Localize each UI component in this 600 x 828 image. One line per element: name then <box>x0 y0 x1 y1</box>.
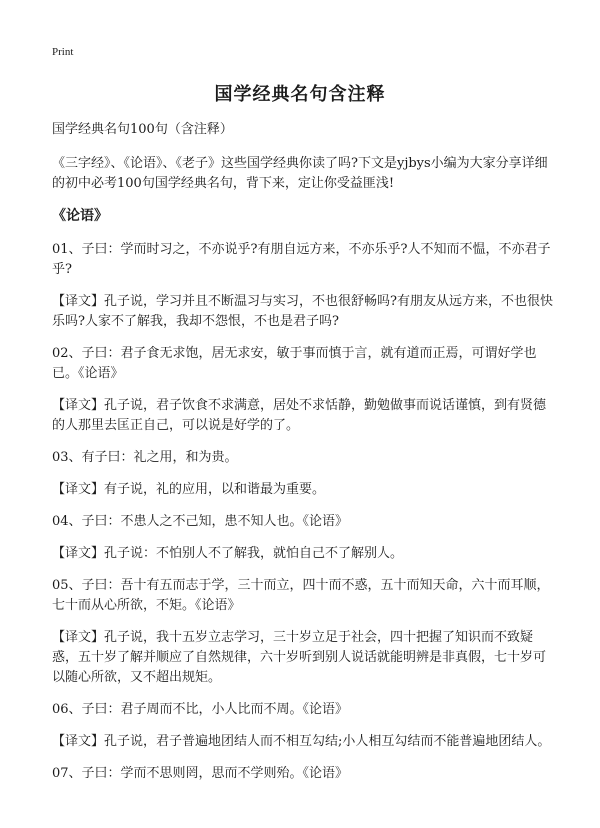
translation-03: 【译文】有子说，礼的应用，以和谐最为重要。 <box>52 482 326 497</box>
article-body <box>52 120 556 796</box>
translation-06: 【译文】孔子说，君子普遍地团结人而不相互勾结;小人相互勾结而不能普遍地团结人。 <box>52 734 551 749</box>
print-link[interactable]: Print <box>52 46 74 58</box>
page-title: 国学经典名句含注释 <box>214 84 386 105</box>
translation-04: 【译文】孔子说：不怕别人不了解我，就怕自己不了解别人。 <box>52 546 404 561</box>
translation-02: 【译文】孔子说，君子饮食不求满意，居处不求恬静，勤勉做事而说话谨慎，到有贤德的人那里去匡正自己，可以说是好学的了。 <box>52 398 547 433</box>
section-heading: 《论语》 <box>52 208 108 224</box>
quote-07: 07、子曰：学而不思则罔，思而不学则殆。《论语》 <box>52 766 349 781</box>
quote-02: 02、子曰：君子食无求饱，居无求安，敏于事而慎于言，就有道而正焉，可谓好学也已。《论语》 <box>52 346 537 381</box>
intro-paragraph: 《三字经》、《论语》、《老子》这些国学经典你读了吗?下文是yjbys小编为大家分享详细的初中必考100句国学经典名句，背下来，定让你受益匪浅! <box>52 156 548 191</box>
quote-03: 03、有子曰：礼之用，和为贵。 <box>52 450 238 465</box>
subtitle: 国学经典名句100句（含注释） <box>52 122 233 137</box>
quote-05: 05、子曰：吾十有五而志于学，三十而立，四十而不惑，五十而知天命，六十而耳顺，七十而从心所欲，不矩。《论语》 <box>52 578 550 613</box>
translation-05: 【译文】孔子说，我十五岁立志学习，三十岁立足于社会，四十把握了知识而不致疑惑，五十岁了解并顺应了自然规律，六十岁听到别人说话就能明辨是非真假，七十岁可以随心所欲，又不超出规矩。 <box>52 630 547 685</box>
quote-04: 04、子曰：不患人之不己知，患不知人也。《论语》 <box>52 514 349 529</box>
translation-01: 【译文】孔子说，学习并且不断温习与实习，不也很舒畅吗?有朋友从远方来，不也很快乐吗?人家不了解我，我却不怨恨，不也是君子吗? <box>52 294 553 329</box>
quote-01: 01、子曰：学而时习之，不亦说乎?有朋自远方来，不亦乐乎?人不知而不愠，不亦君子乎? <box>52 242 551 277</box>
quote-06: 06、子曰：君子周而不比，小人比而不周。《论语》 <box>52 702 349 717</box>
